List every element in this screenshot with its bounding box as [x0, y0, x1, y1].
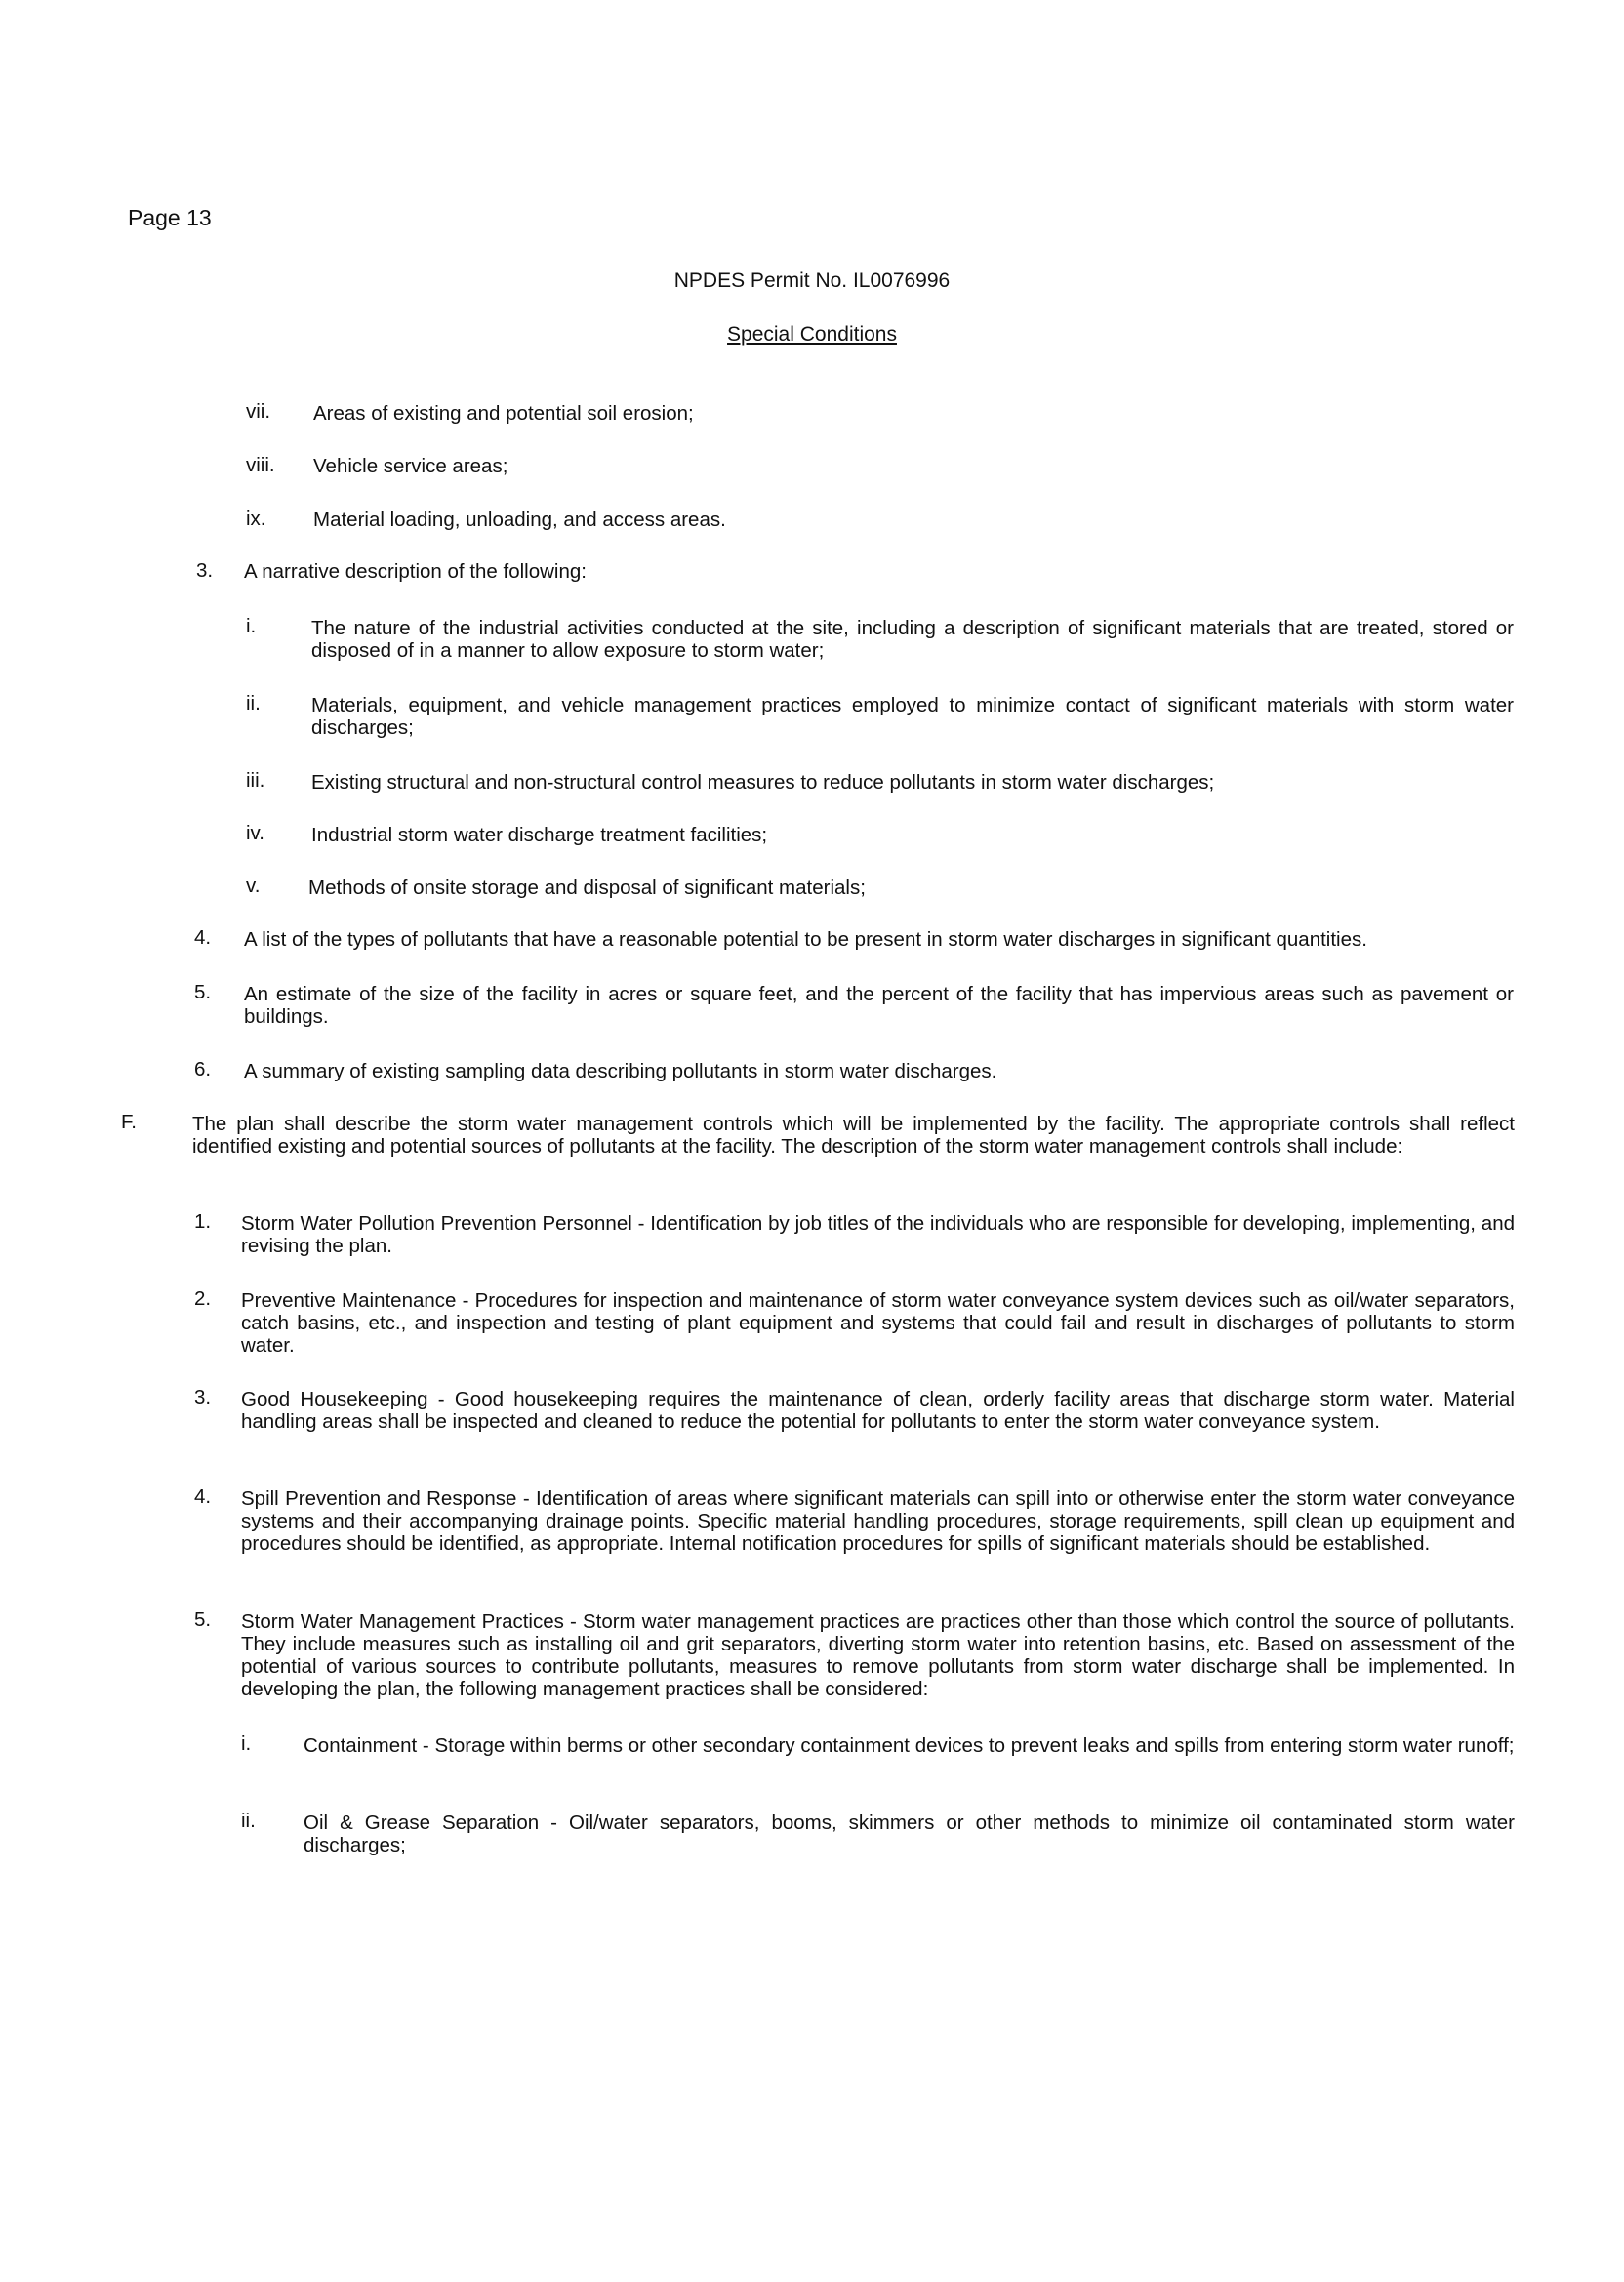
list-marker: viii. — [246, 454, 275, 476]
list-marker: ii. — [241, 1810, 256, 1832]
list-marker: 6. — [194, 1058, 212, 1080]
list-item: Vehicle service areas; — [313, 455, 508, 477]
list-item: Methods of onsite storage and disposal of significant materials; — [308, 876, 866, 899]
list-item: Oil & Grease Separation - Oil/water separators, booms, skimmers or other methods to minimize oil contaminated storm water discharges; — [304, 1812, 1515, 1856]
section-paragraph: The plan shall describe the storm water management controls which will be implemented by the facility. The appropriate controls shall reflect identified existing and potential sources of pollutants at the facility. The description of the storm water management controls shall include: — [192, 1113, 1515, 1158]
list-item: The nature of the industrial activities conducted at the site, including a description of significant materials that are treated, stored or disposed of in a manner to allow exposure to storm water; — [311, 617, 1514, 662]
list-marker: 4. — [194, 1486, 212, 1508]
list-marker: 1. — [194, 1210, 212, 1233]
list-item: Spill Prevention and Response - Identification of areas where significant materials can spill into or otherwise enter the storm water conveyance systems and their accompanying drainage points. Specific material handling procedures, storage requirements, spill clean up equipment and procedures should be identified, as appropriate. Internal notification procedures for spills of significant materials should be established. — [241, 1487, 1515, 1555]
list-item: An estimate of the size of the facility in acres or square feet, and the percent of the facility that has impervious areas such as pavement or buildings. — [244, 983, 1514, 1028]
list-item: Areas of existing and potential soil erosion; — [313, 402, 694, 425]
list-item: Industrial storm water discharge treatment facilities; — [311, 824, 768, 846]
list-item: A narrative description of the following: — [244, 560, 587, 583]
list-item: A list of the types of pollutants that have a reasonable potential to be present in storm water discharges in significant quantities. — [244, 928, 1367, 951]
list-item: Storm Water Management Practices - Storm water management practices are practices other than those which control the source of pollutants. They include measures such as installing oil and grit separators, diverting storm water into retention basins, etc. Based on assessment of the potential of various sources to contribute pollutants, measures to remove pollutants from storm water discharge shall be implemented. In developing the plan, the following management practices shall be considered: — [241, 1610, 1515, 1700]
section-title: Special Conditions — [727, 323, 897, 346]
list-marker: iv. — [246, 822, 264, 844]
list-marker: 2. — [194, 1287, 212, 1310]
list-marker: 5. — [194, 981, 212, 1003]
list-marker: 3. — [194, 1386, 212, 1408]
permit-number: NPDES Permit No. IL0076996 — [673, 269, 951, 292]
list-marker: i. — [246, 615, 257, 637]
section-marker: F. — [121, 1111, 137, 1133]
list-item: Material loading, unloading, and access areas. — [313, 509, 726, 531]
list-marker: ii. — [246, 692, 261, 714]
list-item: Good Housekeeping - Good housekeeping requires the maintenance of clean, orderly facility areas that discharge storm water. Material handling areas shall be inspected and cleaned to reduce the potential for pollutants to enter the storm water conveyance system. — [241, 1388, 1515, 1433]
list-item: Containment - Storage within berms or other secondary containment devices to prevent leaks and spills from entering storm water runoff; — [304, 1734, 1515, 1757]
list-marker: vii. — [246, 400, 271, 423]
list-item: Storm Water Pollution Prevention Personnel - Identification by job titles of the individuals who are responsible for developing, implementing, and revising the plan. — [241, 1212, 1515, 1257]
list-marker: i. — [241, 1732, 252, 1755]
page-number: Page 13 — [128, 205, 212, 230]
list-marker: 4. — [194, 926, 212, 949]
list-marker: ix. — [246, 508, 266, 530]
list-item: Materials, equipment, and vehicle management practices employed to minimize contact of significant materials with storm water discharges; — [311, 694, 1514, 739]
list-marker: 3. — [196, 559, 214, 582]
list-item: Preventive Maintenance - Procedures for inspection and maintenance of storm water conveyance system devices such as oil/water separators, catch basins, etc., and inspection and testing of plant equipment and systems that could fail and result in discharges of pollutants to storm water. — [241, 1289, 1515, 1357]
list-marker: v. — [246, 875, 261, 897]
list-marker: 5. — [194, 1609, 212, 1631]
list-item: A summary of existing sampling data describing pollutants in storm water discharges. — [244, 1060, 997, 1082]
list-marker: iii. — [246, 769, 265, 792]
list-item: Existing structural and non-structural control measures to reduce pollutants in storm water discharges; — [311, 771, 1215, 794]
